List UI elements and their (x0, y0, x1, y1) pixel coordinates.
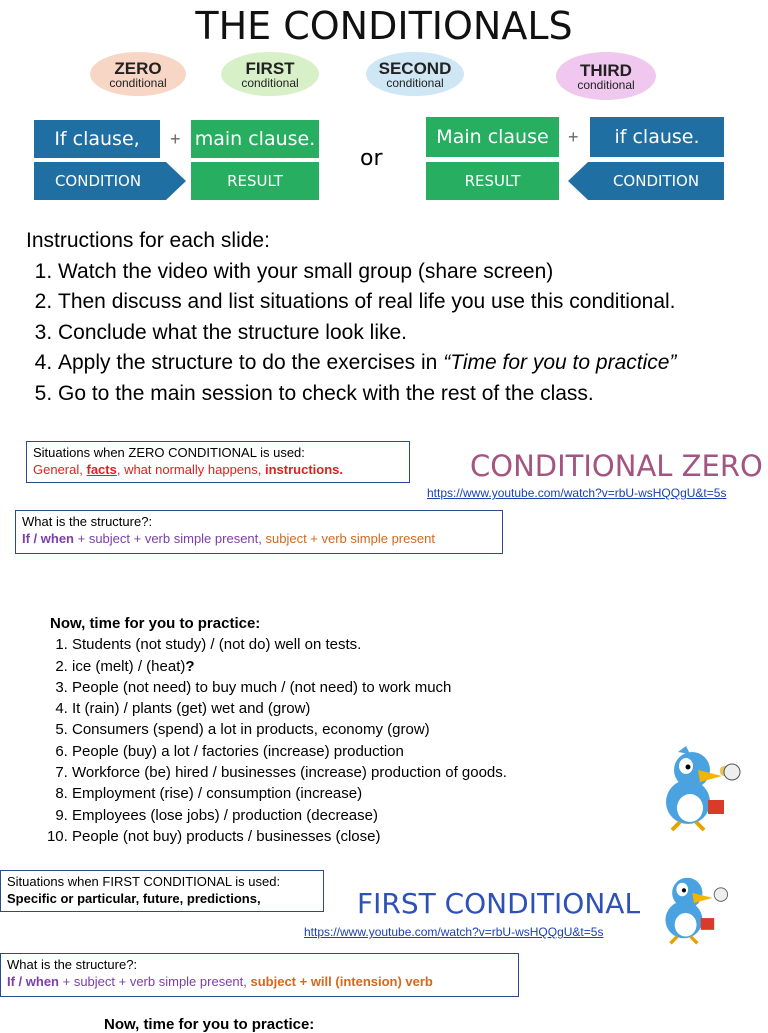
instructions-heading: Instructions for each slide: (26, 229, 270, 252)
practice-item: 6. People (buy) a lot / factories (increase) production (72, 741, 507, 762)
instruction-item: 2. Then discuss and list situations of real life you use this conditional. (58, 287, 676, 318)
first-structure-text: If / when + subject + verb simple present, subject + will (intension) verb (7, 974, 433, 989)
pill-third-label: THIRD (580, 60, 632, 80)
page-title: THE CONDITIONALS (195, 4, 573, 48)
first-video-link[interactable]: https://www.youtube.com/watch?v=rbU-wsHQQgU&t=5s (304, 925, 604, 939)
zero-practice (50, 613, 507, 847)
first-situations-text: Specific or particular, future, predictions, (7, 891, 261, 906)
main-clause-box-right: Main clause (426, 117, 559, 157)
zero-situations-text: General, facts, what normally happens, instructions. (33, 462, 343, 477)
instructions-list (26, 257, 676, 410)
zero-structure-label: What is the structure?: (22, 514, 153, 529)
pill-third-sub: conditional (577, 77, 635, 92)
condition-label-right: CONDITION (612, 172, 700, 190)
first-heading: FIRST CONDITIONAL (357, 887, 641, 920)
zero-structure-box (15, 510, 503, 554)
practice-item: 5. Consumers (spend) a lot in products, economy (grow) (72, 719, 507, 740)
if-clause-box-right: if clause. (590, 117, 724, 157)
pill-zero (90, 52, 186, 96)
practice-item: 7. Workforce (be) hired / businesses (increase) production of goods. (72, 762, 507, 783)
practice-quote: “Time for you to practice” (443, 351, 677, 374)
condition-label-left: CONDITION (54, 172, 142, 190)
result-label-right: RESULT (426, 162, 559, 200)
instruction-item: 5. Go to the main session to check with the rest of the class. (58, 379, 676, 410)
first-situations-label: Situations when FIRST CONDITIONAL is used: (7, 874, 281, 889)
pill-second (366, 52, 464, 96)
instructions (26, 226, 676, 409)
practice-item: 3. People (not need) to buy much / (not need) to work much (72, 677, 507, 698)
instruction-item: 4. Apply the structure to do the exercises in “Time for you to practice” (58, 348, 676, 379)
zero-practice-heading: Now, time for you to practice: (50, 615, 261, 632)
plus-sign-left: + (170, 129, 181, 149)
instruction-item: 3. Conclude what the structure look like. (58, 318, 676, 349)
pill-zero-sub: conditional (109, 75, 167, 90)
main-clause-box: main clause. (191, 120, 319, 158)
cartoon-bird-image (652, 868, 736, 948)
first-structure-box (0, 953, 519, 997)
first-situations-box (0, 870, 324, 912)
pill-first-label: FIRST (245, 58, 295, 78)
zero-structure-text: If / when + subject + verb simple present, subject + verb simple present (22, 531, 435, 546)
first-structure-label: What is the structure?: (7, 957, 138, 972)
pill-second-sub: conditional (386, 75, 444, 90)
pill-third (556, 52, 656, 100)
zero-video-link[interactable]: https://www.youtube.com/watch?v=rbU-wsHQQgU&t=5s (427, 486, 727, 500)
first-practice-heading: Now, time for you to practice: (104, 1016, 315, 1033)
practice-item: 8. Employment (rise) / consumption (increase) (72, 783, 507, 804)
practice-item: 10. People (not buy) products / businesses (close) (72, 826, 507, 847)
result-label-left: RESULT (191, 162, 319, 200)
instruction-item: 1. Watch the video with your small group (share screen) (58, 257, 676, 288)
zero-situations-label: Situations when ZERO CONDITIONAL is used: (33, 445, 305, 460)
zero-situations-box (26, 441, 410, 483)
or-text: or (360, 146, 383, 171)
zero-practice-list (50, 634, 507, 847)
plus-sign-right: + (568, 127, 579, 147)
practice-item: 9. Employees (lose jobs) / production (decrease) (72, 805, 507, 826)
practice-item: 4. It (rain) / plants (get) wet and (grow) (72, 698, 507, 719)
pill-first-sub: conditional (241, 75, 299, 90)
cartoon-bird-image (650, 742, 750, 834)
practice-item: 2. ice (melt) / (heat)? (72, 656, 507, 677)
practice-item: 1. Students (not study) / (not do) well on tests. (72, 634, 507, 655)
pill-first (221, 52, 319, 96)
zero-heading: CONDITIONAL ZERO (470, 449, 763, 483)
pill-zero-label: ZERO (114, 58, 162, 78)
if-clause-box: If clause, (34, 120, 160, 158)
pill-second-label: SECOND (378, 58, 452, 78)
